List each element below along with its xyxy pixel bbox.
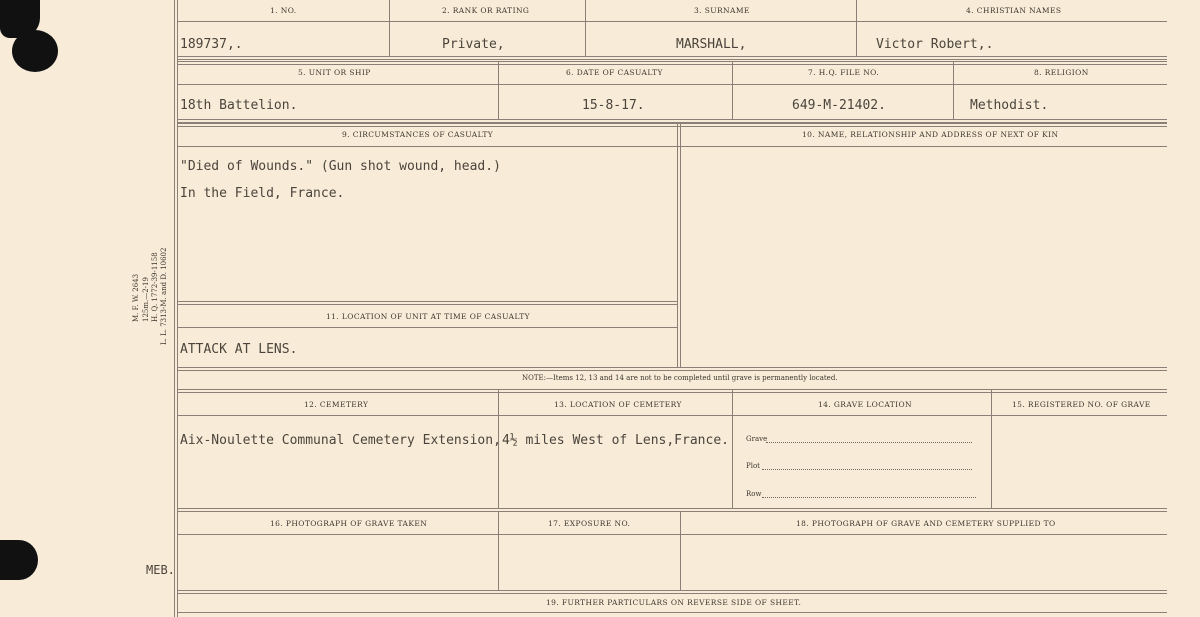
value-unit: 18th Battelion. (180, 98, 298, 113)
label-next-of-kin: 10. NAME, RELATIONSHIP AND ADDRESS OF NEXT OF KIN (802, 130, 1059, 139)
row-field-label: Row (746, 490, 762, 498)
label-cemetery-location: 13. LOCATION OF CEMETERY (554, 400, 682, 409)
footer-note: 19. FURTHER PARTICULARS ON REVERSE SIDE OF SHEET. (546, 598, 802, 607)
value-cemetery-location: 4½ miles West of Lens,France. (502, 433, 729, 448)
value-surname: MARSHALL, (676, 37, 747, 52)
label-no: 1. NO. (270, 6, 297, 15)
grave-field-label: Grave (746, 435, 768, 443)
clerk-initials: MEB. (146, 563, 175, 577)
value-christian-names: Victor Robert,. (876, 37, 994, 52)
label-grave-location: 14. GRAVE LOCATION (818, 400, 913, 409)
label-registered-no: 15. REGISTERED NO. OF GRAVE (1012, 400, 1151, 409)
frame-left-inner (177, 0, 178, 617)
value-no: 189737,. (180, 37, 243, 52)
label-photo-supplied: 18. PHOTOGRAPH OF GRAVE AND CEMETERY SUPPLIED TO (796, 519, 1056, 528)
value-location-unit: ATTACK AT LENS. (180, 342, 298, 357)
plot-field-label: Plot (746, 462, 760, 470)
label-christian-names: 4. CHRISTIAN NAMES (966, 6, 1062, 15)
label-photo-taken: 16. PHOTOGRAPH OF GRAVE TAKEN (270, 519, 428, 528)
label-hq-file: 7. H.Q. FILE NO. (808, 68, 880, 77)
label-rank: 2. RANK OR RATING (442, 6, 530, 15)
label-date: 6. DATE OF CASUALTY (566, 68, 663, 77)
value-date: 15-8-17. (582, 98, 645, 113)
label-unit: 5. UNIT OR SHIP (298, 68, 371, 77)
note-text: NOTE:—Items 12, 13 and 14 are not to be completed until grave is permanently located. (522, 374, 838, 382)
label-religion: 8. RELIGION (1034, 68, 1089, 77)
value-hq-file: 649-M-21402. (792, 98, 886, 113)
value-rank: Private, (442, 37, 505, 52)
side-code-3: H. Q. 1772-39-1158 (151, 252, 159, 322)
side-code-1: M. F. W. 2643 (132, 273, 140, 322)
value-cemetery: Aix-Noulette Communal Cemetery Extension, (180, 433, 501, 448)
value-religion: Methodist. (970, 98, 1049, 113)
frame-left (174, 0, 175, 617)
side-code-4: L. L. 7313-M. and D. 10602 (160, 247, 168, 345)
label-exposure-no: 17. EXPOSURE NO. (548, 519, 631, 528)
top-left-blot-lobe (12, 30, 58, 72)
bottom-left-blot (0, 540, 38, 580)
label-location-unit: 11. LOCATION OF UNIT AT TIME OF CASUALTY (326, 312, 530, 321)
label-cemetery: 12. CEMETERY (304, 400, 369, 409)
side-code-2: 125m.—2-19 (142, 277, 150, 322)
value-circumstances-1: "Died of Wounds." (Gun shot wound, head.) (180, 159, 501, 174)
label-surname: 3. SURNAME (694, 6, 750, 15)
value-circumstances-2: In the Field, France. (180, 186, 345, 201)
label-circumstances: 9. CIRCUMSTANCES OF CASUALTY (342, 130, 494, 139)
